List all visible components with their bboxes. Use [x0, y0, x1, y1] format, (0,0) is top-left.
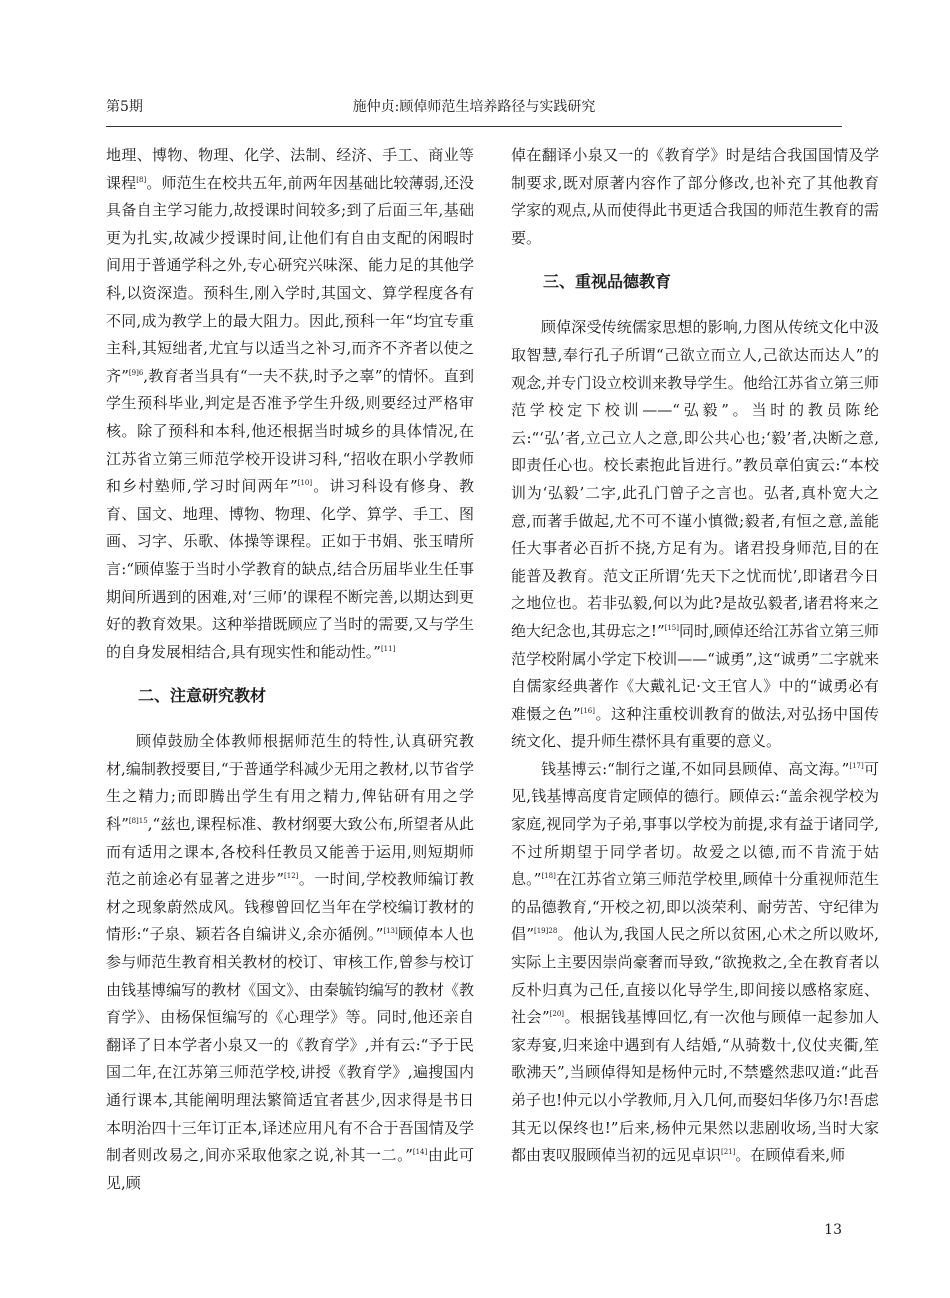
text-run: 钱基博云:“制行之谨,不如同县顾倬、高文海。” [541, 759, 850, 778]
citation: [9]6 [128, 368, 144, 377]
citation: [18] [541, 872, 556, 881]
running-header [106, 86, 842, 127]
text-run: 。师范生在校共五年,前两年因基础比较薄弱,还没具备自主学习能力,故授课时间较多;到了后面三年,基础更为扎实,故减少授课时间,让他们有自由支配的闲暇时间用于普通学科之外,专心研究兴味深、能力足的其他学科,以资深造。预科生,刚入学时,其国文、算学程度各有不同,成为教学上的最大阻力。因此,预科一年“均宜专重主科,其短绌者,尤宜与以适当之补习,而齐不齐者以使之齐” [106, 173, 474, 385]
text-run: 。一时间,学校教师编订教材之现象蔚然成风。钱穆曾回忆当年在学校编订教材的情形:“子泉、颖若各自编讲义,余亦循例。” [106, 870, 474, 944]
citation: [17] [849, 761, 864, 770]
text-run: 。讲习科设有修身、教育、国文、地理、博物、物理、化学、算学、手工、图画、习字、乐歌、体操等课程。正如于书娟、张玉晴所言:“顾倬鉴于当时小学教育的缺点,结合历届毕业生任事期间所遇到的困难,对‘三师’的课程不断完善,以期达到更好的教育效果。这种举措既顾应了当时的需要,又与学生的自身发展相结合,具有现实性和能动性。” [106, 477, 474, 661]
paragraph-school-motto [511, 314, 879, 756]
text-run: 。根据钱基博回忆,有一次他与顾倬一起参加人家寿宴,归来途中遇到有人结婚,“从骑数十,仪仗夹衢,笙歌沸天”,当顾倬得知是杨仲元时,不禁蹙然悲叹道:“此吾弟子也!仲元以小学教师,月入几何,而娶妇华侈乃尔!吾虑其无以保终也!”后来,杨仲元果然以悲剧收场,当时大家都由衷叹服顾倬当初的远见卓识 [511, 1008, 879, 1165]
text-run: 可见,钱基博高度肯定顾倬的德行。顾倬云:“盖余视学校为家庭,视同学为子弟,事事以学校为前提,求有益于诸同学,不过所期望于同学者切。故爱之以德,而不肯流于姑息。” [511, 759, 879, 889]
text-run: 。这种注重校训教育的做法,对弘扬中国传统文化、提升师生襟怀具有重要的意义。 [511, 704, 879, 751]
citation: [11] [380, 644, 396, 653]
paragraph-teaching-materials [106, 728, 474, 1197]
paragraph-translation: 倬在翻译小泉又一的《教育学》时是结合我国国情及学制要求,既对原著内容作了部分修改,也补充了其他教育学家的观点,从而使得此书更适合我国的师范生教育的需要。 [511, 146, 879, 247]
text-run: 在江苏省立第三师范学校里,顾倬十分重视师范生的品德教育,“开校之初,即以淡荣利、耐劳苦、守纪律为倡” [511, 870, 879, 944]
citation: [16] [580, 706, 595, 715]
left-column [106, 142, 474, 1197]
text-run: 。在顾倬看来,师 [735, 1146, 846, 1165]
section-heading-moral-education: 三、重视品德教育 [543, 272, 672, 292]
text-run: 由此可见,顾 [106, 1146, 474, 1192]
citation: [8] [136, 175, 147, 184]
running-title: 施仲贞:顾倬师范生培养路径与实践研究 [352, 99, 596, 115]
section-heading-teaching-materials: 二、注意研究教材 [138, 686, 267, 706]
text-run: 同时,顾倬还给江苏省立第三师范学校附属小学定下校训——“诚勇”,这“诚勇”二字就来自儒家经典著作《大戴礼记·文王官人》中的“诚勇必有难慑之色” [511, 621, 879, 723]
paragraph-virtue [511, 756, 879, 1170]
citation: [19]28 [534, 927, 558, 936]
paragraph-curriculum [106, 142, 474, 666]
right-column [511, 142, 879, 1170]
text-run: 顾倬本人也参与师范生教育相关教材的校订、审核工作,曾参与校订由钱基博编写的教材《国文》、由秦毓钧编写的教材《教育学》、由杨保恒编写的《心理学》等。同时,他还亲自翻译了日本学者小泉又一的《教育学》,并有云:“予于民国二年,在江苏第三师范学校,讲授《教育学》,遍搜国内通行课本,其能阐明理法繁简适宜者甚少,因求得是书日本明治四十三年订正本,译述应用凡有不合于吾国情及学制者则改易之,间亦采取他家之说,补其一二。” [106, 925, 474, 1165]
citation: [12] [284, 872, 299, 881]
citation: [21] [721, 1148, 736, 1157]
citation: [20] [549, 1010, 565, 1019]
text-run: 地理、博物、物理、化学、法制、经济、手工、商业等课程 [106, 146, 474, 192]
issue-number: 第5期 [106, 99, 143, 115]
text-run: 顾倬鼓励全体教师根据师范生的特性,认真研究教材,编制教授要目,“于普通学科减少无用之教材,以节省学生之精力;而即腾出学生有用之精力,俾钻研有用之学科” [106, 732, 474, 834]
page-number: 13 [824, 1222, 842, 1238]
text-run: 顾倬深受传统儒家思想的影响,力图从传统文化中汲取智慧,奉行孔子所谓“己欲立而立人,己欲达而达人”的观念,并专门设立校训来教导学生。他给江苏省立第三师范学校定下校训——“弘毅”。当时的教员陈纶云:“‘弘’者,立己立人之意,即公共心也;‘毅’者,决断之意,即责任心也。校长素抱此旨进行。”教员章伯寅云:“本校训为‘弘毅’二字,此孔门曾子之言也。弘者,真朴宽大之意,而著手做起,尤不可不谨小慎微;毅者,有恒之意,盖能任大事者必百折不挠,方足有为。诸君投身师范,目的在能普及教育。范文正所谓‘先天下之忧而忧’,即诸君今日之地位也。若非弘毅,何以为此?是故弘毅者,诸君将来之绝大纪念也,其毋忘之!” [511, 318, 879, 640]
text-run: 。他认为,我国人民之所以贫困,心术之所以败坏,实际上主要因崇尚豪奢而导致,“欲挽救之,全在教育者以反朴归真为己任,直接以化导学生,即间接以感格家庭、社会” [511, 925, 879, 1027]
citation: [10] [297, 479, 313, 488]
citation: [13] [383, 927, 398, 936]
citation: [14] [412, 1148, 428, 1157]
citation: [15] [664, 623, 679, 632]
citation: [8]15 [128, 817, 148, 826]
text-run: ,“兹也,课程标准、教材纲要大致公布,所望者从此而有适用之课本,各校科任教员又能善于运用,则短期师范之前途必有显著之进步” [106, 815, 474, 889]
text-run: ,教育者当具有“一夫不获,时予之辜”的情怀。直到学生预科毕业,判定是否准予学生升级,则要经过严格审核。除了预科和本科,他还根据当时城乡的具体情况,在江苏省立第三师范学校开设讲习科,“招收在职小学教师和乡村塾师,学习时间两年” [106, 366, 474, 496]
